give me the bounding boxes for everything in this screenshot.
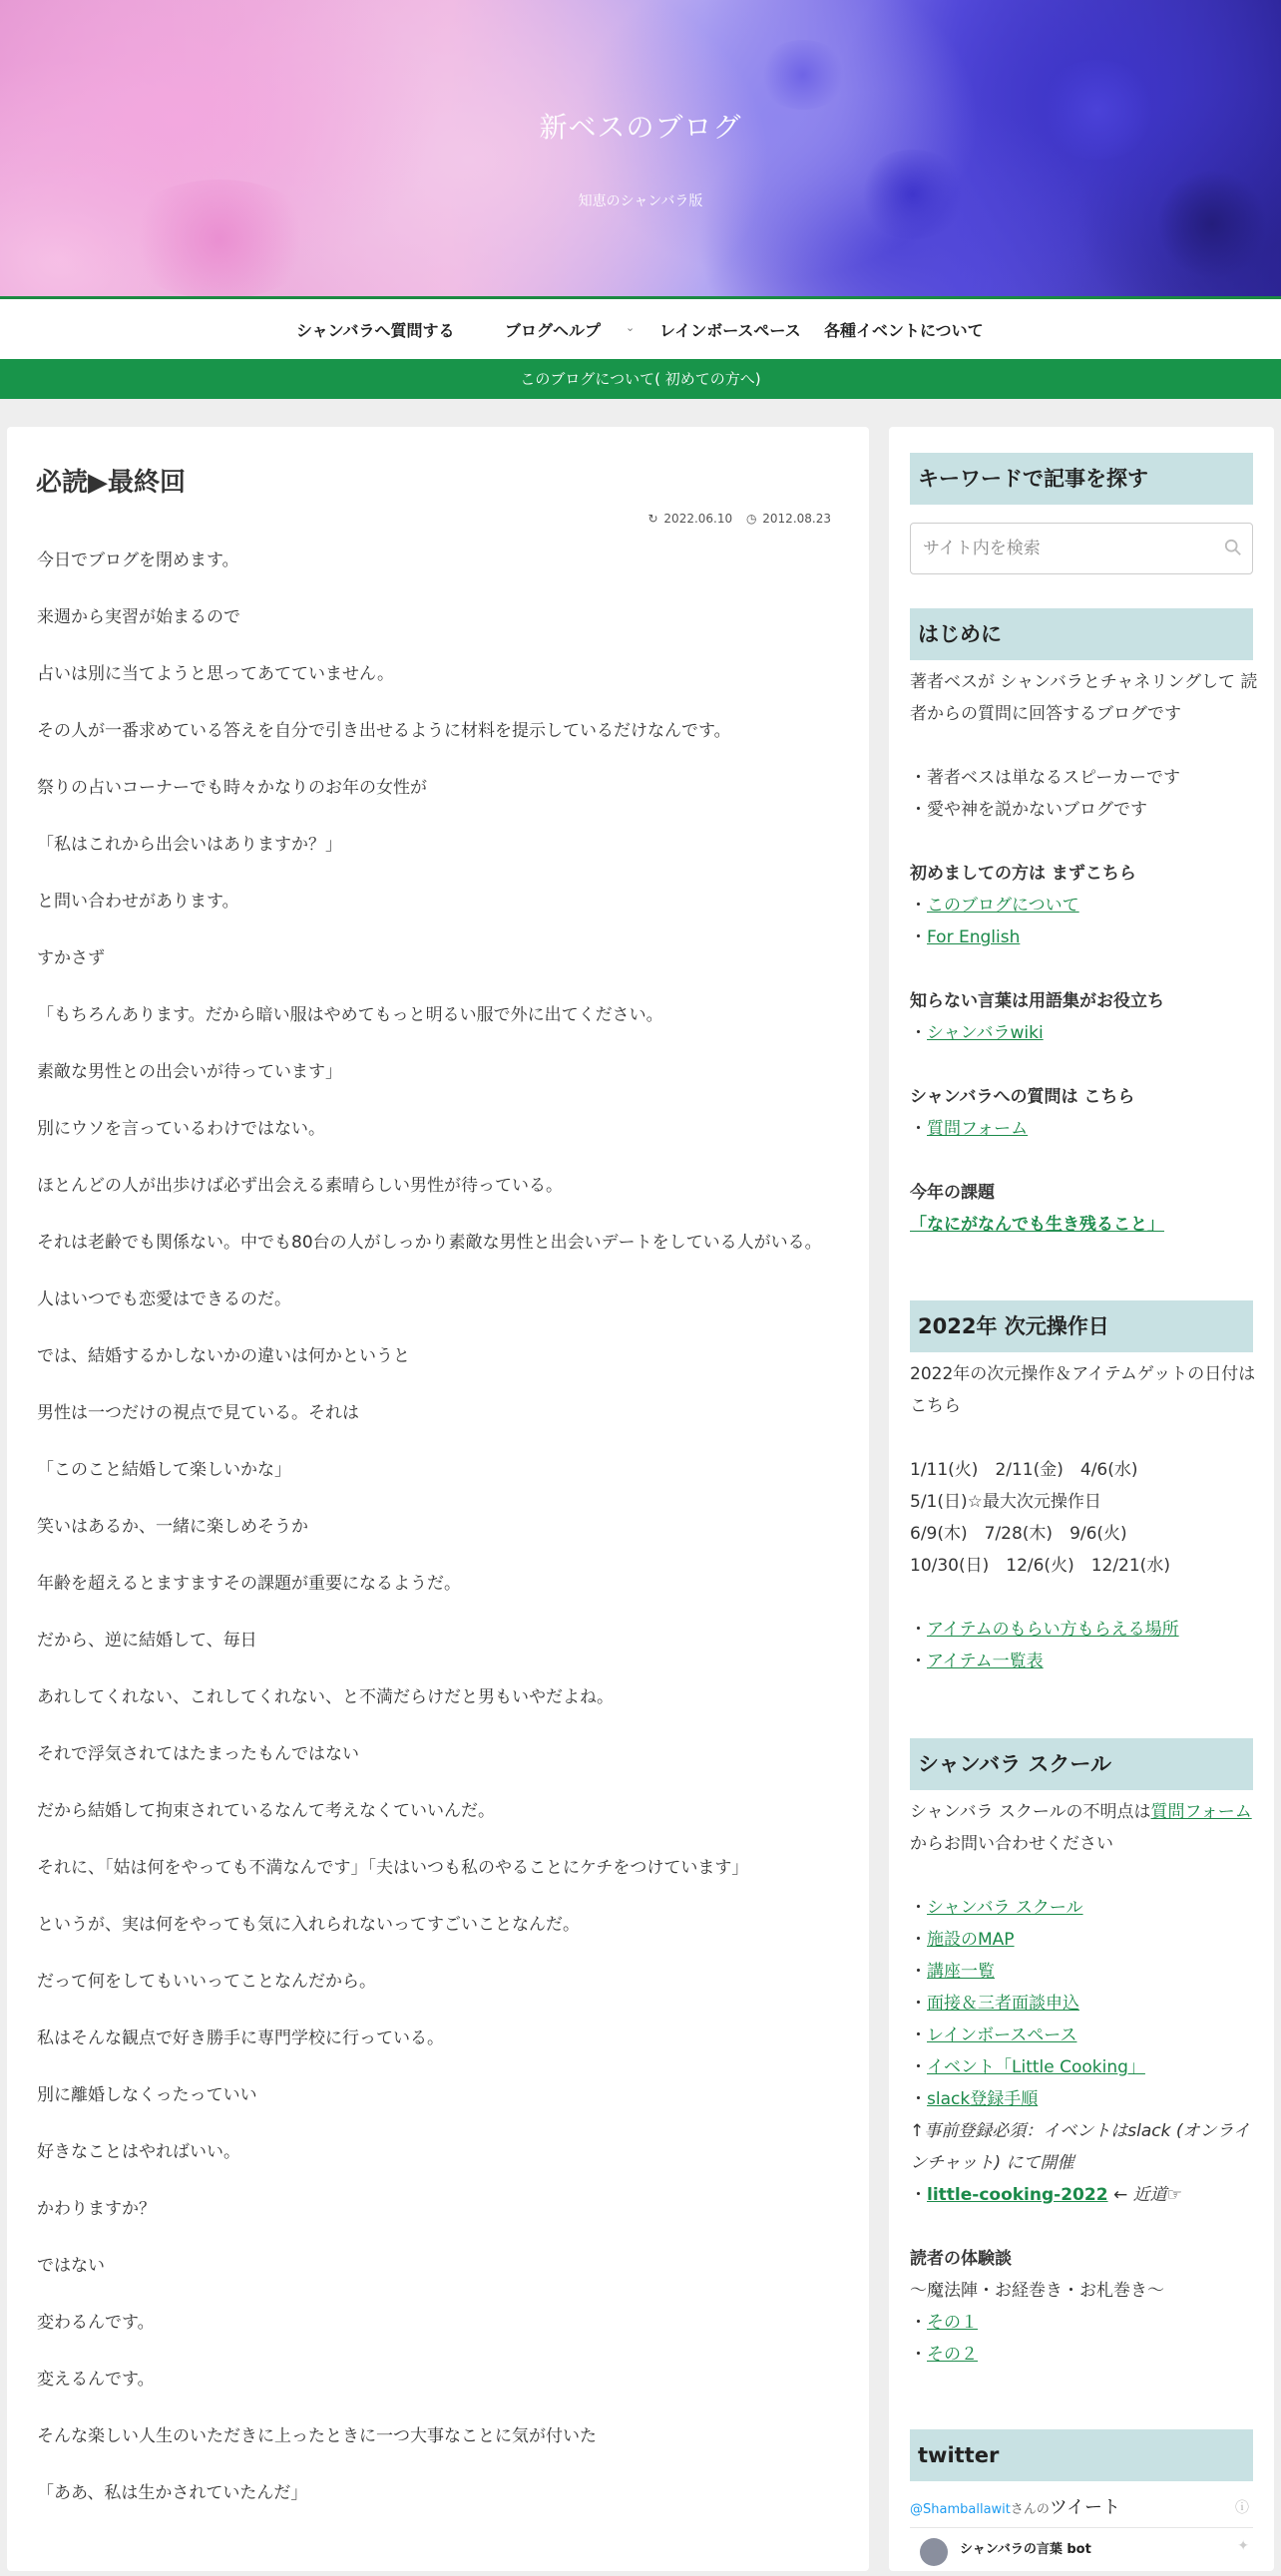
header-banner (0, 0, 1281, 297)
nav-item-ask-shambhala[interactable]: シャンバラへ質問する (296, 321, 455, 340)
post-paragraph: 変わるんです。 (37, 2313, 155, 2333)
theme-title: 今年の課題 (910, 1183, 995, 1203)
search-widget-heading: キーワードで記事を探す (910, 453, 1253, 505)
little-cooking-link[interactable]: イベント「Little Cooking」 (927, 2057, 1145, 2077)
post-paragraph: あれしてくれない、これしてくれない、と不満だらけだと男もいやだよね。 (37, 1687, 614, 1707)
post-paragraph: 祭りの占いコーナーでも時々かなりのお年の女性が (37, 778, 427, 798)
intro-bullet: ・著者ベスは単なるスピーカーです (910, 768, 1180, 788)
post-paragraph: だから、逆に結婚して、毎日 (37, 1631, 257, 1651)
question-title: シャンバラへの質問は こちら (910, 1087, 1135, 1107)
updated-icon: ↻ (647, 512, 658, 526)
theme-link[interactable]: 「なにがなんでも生き残ること」 (910, 1215, 1164, 1235)
about-blog-link[interactable]: このブログについて (927, 896, 1079, 916)
glossary-title: 知らない言葉は用語集がお役立ち (910, 991, 1164, 1011)
global-nav (0, 299, 1281, 359)
nav-item-events[interactable]: 各種イベントについて (824, 321, 984, 340)
twitter-embed[interactable] (910, 2493, 1253, 2576)
twitter-san: さんの (1010, 2502, 1050, 2517)
school-widget-heading: シャンバラ スクール (910, 1738, 1253, 1790)
bot-name[interactable]: シャンバラの言葉 bot (960, 2542, 1091, 2557)
school-widget-body: シャンバラ スクールの不明点は質問フォームからお問い合わせください ・シャンバラ スクール ・施設のMAP ・講座一覧 ・面接＆三者面談申込 ・レインボースペース ・イベント「Little Cooking」 ・slack登録手順 ↑事前登録必須：イベントはslack (オンラインチャット) にて開催 ・little-cooking-2022 ← 近道☞ 読者の体験談 〜魔法陣・お経巻き・お札巻き〜 ・その１ ・その２ (910, 1796, 1259, 2371)
post-paragraph: 年齢を超えるとますますその課題が重要になるようだ。 (37, 1574, 461, 1594)
post-paragraph: だって何をしてもいいってことなんだから。 (37, 1972, 376, 1992)
item-list-link[interactable]: アイテム一覧表 (927, 1652, 1044, 1671)
dimension-dates-row: 10/30(日) 12/6(火) 12/21(水) (910, 1556, 1170, 1576)
facility-map-link[interactable]: 施設のMAP (927, 1930, 1015, 1950)
search-input[interactable] (910, 523, 1253, 574)
article-card (7, 427, 869, 2571)
post-paragraph: 来週から実習が始まるので (37, 607, 240, 627)
dimension-dates-row: 6/9(木) 7/28(木) 9/6(火) (910, 1524, 1127, 1544)
intro-widget-body: 著者ベスが シャンバラとチャネリングして 読者からの質問に回答するブログです ・著者ベスは単なるスピーカーです ・愛や神を説かないブログです 初めましての方は まずこちら ・このブログについて ・For English 知らない言葉は用語集がお役立ち ・シャンバラwiki シャンバラへの質問は こちら ・質問フォーム 今年の課題 「なにがなんでも生き残ること」 (910, 666, 1259, 1241)
school-question-link[interactable]: 質問フォーム (1150, 1802, 1252, 1822)
post-paragraph: だから結婚して拘束されているなんて考えなくていいんだ。 (37, 1801, 495, 1821)
twitter-bird-icon: ✦ (1237, 2538, 1249, 2554)
post-paragraph: というが、実は何をやっても気に入れられないってすごいことなんだ。 (37, 1915, 580, 1935)
clock-icon: ◷ (745, 512, 757, 526)
post-paragraph: そんな楽しい人生のいただきに上ったときに一つ大事なことに気が付いた (37, 2426, 597, 2446)
post-body (37, 545, 835, 2534)
post-paragraph: それは老齢でも関係ない。中でも80台の人がしっかり素敵な男性と出会いデートをしている人がいる。 (37, 1233, 822, 1253)
post-paragraph: 占いは別に当てようと思ってあてていません。 (37, 664, 395, 684)
english-link[interactable]: For English (927, 927, 1021, 947)
post-paragraph: 別に離婚しなくったっていい (37, 2085, 257, 2105)
wiki-link[interactable]: シャンバラwiki (927, 1023, 1044, 1043)
post-paragraph: 今日でブログを閉めます。 (37, 551, 239, 570)
twitter-widget-heading: twitter (910, 2429, 1253, 2481)
school-link[interactable]: シャンバラ スクール (927, 1898, 1083, 1918)
post-title: 必読▶最終回 (36, 468, 186, 498)
item-get-link[interactable]: アイテムのもらい方もらえる場所 (927, 1620, 1179, 1640)
post-paragraph: 好きなことはやればいい。 (37, 2142, 240, 2162)
search-icon[interactable] (1224, 539, 1242, 556)
post-paragraph: 人はいつでも恋愛はできるのだ。 (37, 1289, 291, 1309)
post-dates (639, 512, 831, 526)
twitter-handle[interactable]: @Shamballawit (910, 2502, 1011, 2517)
reader-link-1[interactable]: その１ (927, 2313, 978, 2333)
post-paragraph: 別にウソを言っているわけではない。 (37, 1119, 325, 1139)
notice-bar-about-link[interactable]: このブログについて( 初めての方へ) (0, 359, 1281, 399)
post-paragraph: それに、「姑は何をやっても不満なんです」「夫はいつも私のやることにケチをつけています」 (37, 1858, 749, 1878)
slack-link[interactable]: slack登録手順 (927, 2089, 1039, 2109)
question-form-link[interactable]: 質問フォーム (927, 1119, 1029, 1139)
post-paragraph: すかさず (37, 948, 105, 968)
dimension-dates-row: 5/1(日)☆最大次元操作日 (910, 1492, 1101, 1512)
dimension-widget-heading: 2022年 次元操作日 (910, 1300, 1253, 1352)
shortcut-note: ← 近道☞ (1112, 2185, 1182, 2205)
intro-widget-heading: はじめに (910, 608, 1253, 660)
post-paragraph: 男性は一つだけの視点で見ている。それは (37, 1403, 359, 1423)
intro-bullet: ・愛や神を説かないブログです (910, 800, 1147, 820)
post-paragraph: それで浮気されてはたまったもんではない (37, 1744, 359, 1764)
intro-desc: 著者ベスが シャンバラとチャネリングして 読者からの質問に回答するブログです (910, 672, 1258, 724)
interview-link[interactable]: 面接＆三者面談申込 (927, 1994, 1079, 2014)
little-cooking-2022-link[interactable]: little-cooking-2022 (927, 2185, 1108, 2205)
post-paragraph: 「このこと結婚して楽しいかな」 (37, 1460, 291, 1480)
dimension-dates-row: 1/11(火) 2/11(金) 4/6(水) (910, 1460, 1138, 1480)
post-paragraph: ほとんどの人が出歩けば必ず出会える素晴らしい男性が待っている。 (37, 1176, 563, 1196)
twitter-tweets-label: ツイート (1049, 2497, 1120, 2518)
updated-date: 2022.06.10 (663, 512, 733, 526)
site-title[interactable]: 新ベスのブログ (539, 111, 742, 144)
reader-title: 読者の体験談 (910, 2249, 1012, 2269)
nav-item-rainbow-space[interactable]: レインボースペース (659, 321, 801, 340)
school-desc-post: からお問い合わせください (910, 1834, 1113, 1854)
slack-note: ↑事前登録必須：イベントはslack (オンラインチャット) にて開催 (910, 2121, 1250, 2173)
sidebar (889, 427, 1274, 2571)
search-placeholder: サイト内を検索 (923, 539, 1041, 558)
info-icon[interactable]: ⓘ (1235, 2500, 1249, 2516)
post-paragraph: 素敵な男性との出会いが待っています」 (37, 1062, 342, 1082)
post-paragraph: では、結婚するかしないかの違いは何かというと (37, 1346, 410, 1366)
post-paragraph: 変えるんです。 (37, 2370, 155, 2390)
chevron-down-icon[interactable]: ⌄ (626, 321, 636, 334)
school-desc-pre: シャンバラ スクールの不明点は (910, 1802, 1151, 1822)
school-desc (910, 1796, 1259, 1860)
dimension-widget-body: 2022年の次元操作＆アイテムゲットの日付はこちら 1/11(火) 2/11(金) 4/6(水) 5/1(日)☆最大次元操作日 6/9(木) 7/28(木) 9/6(火) 10/30(日) 12/6(火) 12/21(水) ・アイテムのもらい方もらえる場所 ・アイテム一覧表 (910, 1358, 1259, 1677)
post-paragraph: その人が一番求めている答えを自分で引き出せるように材料を提示しているだけなんです。 (37, 721, 731, 741)
course-list-link[interactable]: 講座一覧 (927, 1962, 995, 1982)
post-paragraph: かわりますか？ (37, 2199, 156, 2219)
avatar[interactable] (920, 2538, 948, 2566)
post-paragraph: 笑いはあるか、一緒に楽しめそうか (37, 1517, 308, 1537)
nav-item-blog-help[interactable]: ブログヘルプ (505, 321, 602, 340)
post-paragraph: 「もちろんあります。だから暗い服はやめてもっと明るい服で外に出てください。 (37, 1005, 663, 1025)
dimension-desc: 2022年の次元操作＆アイテムゲットの日付はこちら (910, 1364, 1256, 1416)
site-subtitle: 知恵のシャンバラ版 (578, 193, 703, 209)
post-paragraph: ではない (37, 2256, 105, 2276)
post-paragraph: 「ああ、私は生かされていたんだ」 (37, 2483, 308, 2503)
published-date: 2012.08.23 (762, 512, 831, 526)
post-paragraph: 「私はこれから出会いはありますか？」 (37, 835, 342, 855)
reader-link-2[interactable]: その２ (927, 2345, 978, 2365)
first-time-title: 初めましての方は まずこちら (910, 864, 1136, 884)
post-paragraph: 私はそんな観点で好き勝手に専門学校に行っている。 (37, 2028, 444, 2048)
reader-sub: 〜魔法陣・お経巻き・お札巻き〜 (910, 2281, 1164, 2301)
post-paragraph: と問い合わせがあります。 (37, 892, 239, 912)
rainbow-space-link[interactable]: レインボースペース (927, 2025, 1077, 2045)
